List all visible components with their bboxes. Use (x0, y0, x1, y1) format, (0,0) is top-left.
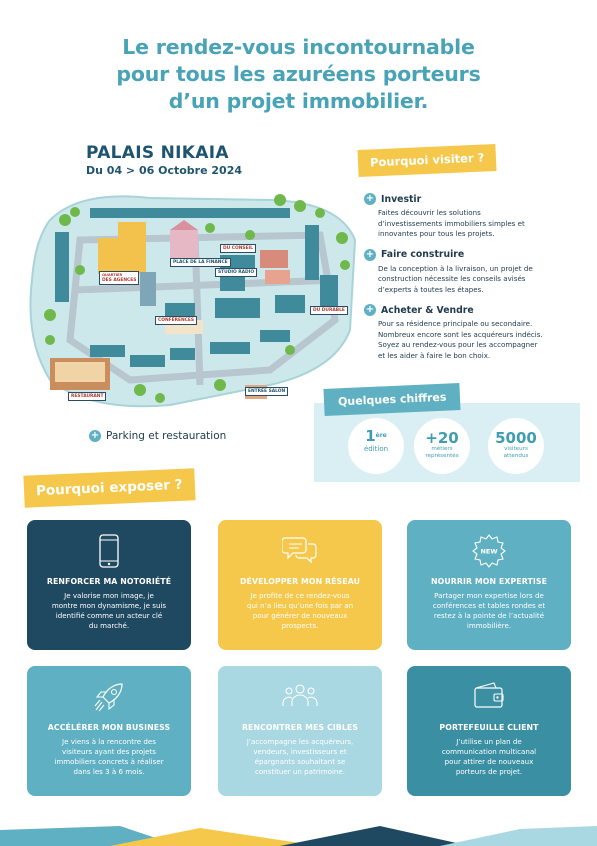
map-label-finances: PLACE DE LA FINANCE (170, 258, 231, 267)
headline-line-2: pour tous les azuréens porteurs (116, 62, 481, 86)
desc-line: pour générer de nouveaux (252, 611, 348, 620)
plus-icon: + (365, 248, 375, 260)
card-title: PORTEFEUILLE CLIENT (439, 723, 539, 732)
figure-metiers-label: métiers (431, 446, 453, 452)
desc-line: J’accompagne les acquéreurs, (246, 737, 354, 746)
desc-line: d’investissements immobiliers simples et (378, 218, 525, 228)
desc-line: construction nécessite les conseils avisés (378, 274, 526, 283)
visit-tag: Pourquoi visiter ? (357, 144, 496, 177)
expose-tag: Pourquoi exposer ? (23, 468, 195, 507)
headline (60, 34, 537, 115)
card-title: DÉVELOPPER MON RÉSEAU (239, 577, 361, 586)
people-group-icon (281, 680, 319, 710)
card-reseau (218, 520, 382, 650)
desc-line: Nombreux encore sont les acquéreurs indécis. (378, 329, 543, 339)
figure-visiteurs (488, 418, 544, 474)
headline-line-3: d’un projet immobilier. (168, 89, 429, 113)
parking-label: Parking et restauration (106, 430, 227, 442)
figure-metiers (414, 418, 470, 474)
desc-line: restez à la pointe de l’actualité (433, 611, 545, 620)
map-label-restaurant: RESTAURANT (68, 392, 106, 401)
visit-item-acheter-vendre (364, 304, 564, 361)
visit-item-investir (364, 193, 564, 240)
visit-item-construire (364, 249, 564, 296)
new-badge-icon (472, 534, 506, 568)
desc-line: Faites découvrir les solutions (378, 208, 481, 217)
desc-line: Partager mon expertise lors de (434, 591, 544, 600)
visit-item-title: Faire construire (381, 249, 465, 260)
card-portefeuille (407, 666, 571, 796)
parking-note (89, 430, 226, 442)
desc-line: immobilière. (466, 621, 512, 630)
card-desc (236, 737, 364, 777)
plus-icon: + (365, 193, 375, 204)
card-title: RENFORCER MA NOTORIÉTÉ (46, 577, 172, 586)
desc-line: conférences et tables rondes et (432, 601, 546, 610)
headline-line-1: Le rendez-vous incontournable (122, 35, 475, 59)
map-label-agences-text: DES AGENCES (102, 278, 137, 283)
map-label-agences (99, 271, 139, 285)
visit-item-desc (378, 208, 564, 240)
figure-edition-value: 1 (365, 427, 376, 445)
visit-item-title: Investir (381, 193, 422, 205)
plus-icon: + (90, 430, 100, 441)
visit-list (364, 193, 564, 370)
desc-line: Soyez au rendez-vous pour les accompagner (378, 340, 538, 349)
map-label-durable: DU DURABLE (310, 306, 348, 315)
map-label-quartier: QUARTIER (102, 273, 123, 277)
desc-line: immobiliers concrets à réaliser (54, 757, 164, 766)
desc-line: visiteurs ayant des projets (61, 747, 156, 756)
figures-tag: Quelques chiffres (323, 383, 460, 416)
desc-line: montre mon dynamisme, je suis (51, 601, 167, 610)
figure-visiteurs-label: attendus (503, 452, 529, 459)
new-badge-text: NEW (480, 547, 498, 556)
card-cibles (218, 666, 382, 796)
map-label-studios: STUDIO RADIO (215, 268, 257, 277)
desc-line: qui n’a lieu qu’une fois par an (246, 601, 354, 610)
desc-line: Pour sa résidence principale ou secondaire. (378, 319, 533, 328)
card-title: ACCÉLÉRER MON BUSINESS (47, 723, 171, 732)
footer-decoration (0, 826, 597, 846)
card-title: NOURRIR MON EXPERTISE (430, 577, 548, 586)
card-desc (425, 591, 553, 631)
desc-line: constituer un patrimoine. (254, 767, 346, 776)
rocket-icon (92, 680, 126, 714)
card-title: RENCONTRER MES CIBLES (241, 723, 359, 732)
card-desc (425, 737, 553, 777)
desc-line: du marché. (88, 621, 130, 630)
card-notoriete (27, 520, 191, 650)
figure-metiers-value: +20 (425, 429, 459, 447)
venue-map-illustration (20, 180, 365, 420)
map-title: PALAIS NIKAIA (86, 143, 229, 163)
figure-edition (348, 418, 404, 474)
card-desc (45, 591, 173, 631)
desc-line: prospects. (281, 621, 319, 630)
card-desc (236, 591, 364, 631)
visit-item-desc (378, 264, 564, 296)
card-expertise (407, 520, 571, 650)
desc-line: Je profite de ce rendez-vous (250, 591, 350, 600)
map-label-welcome: ENTRÉE SALON (245, 387, 288, 396)
visit-item-title: Acheter & Vendre (381, 304, 474, 316)
smartphone-icon (98, 534, 120, 568)
card-desc (45, 737, 173, 777)
desc-line: communication multicanal (441, 747, 537, 756)
visit-item-desc (378, 319, 564, 361)
figure-visiteurs-value: 5000 (495, 429, 537, 447)
figure-metiers-label: représentés (425, 452, 459, 459)
plus-icon: + (365, 304, 375, 315)
figure-edition-label: édition (363, 445, 389, 453)
map-label-conferences: CONFÉRENCES (155, 316, 197, 325)
desc-line: innovantes pour tous les projets. (378, 229, 495, 238)
desc-line: identifié comme un acteur clé (55, 611, 163, 620)
desc-line: Je viens à la rencontre des (62, 737, 156, 746)
map-label-conseil: DU CONSEIL (220, 244, 256, 253)
wallet-icon (472, 680, 506, 710)
chat-bubbles-icon (282, 534, 318, 564)
desc-line: J’utilise un plan de (456, 737, 522, 746)
figure-edition-sup: ère (375, 432, 387, 439)
desc-line: d’experts à toutes les étapes. (378, 284, 484, 294)
desc-line: et les aider à faire le bon choix. (378, 350, 491, 360)
desc-line: De la conception à la livraison, un projet de (378, 263, 533, 273)
desc-line: porteurs de projet. (455, 767, 523, 776)
desc-line: pour attirer de nouveaux (444, 757, 534, 766)
card-business (27, 666, 191, 796)
desc-line: Je valorise mon image, je (64, 591, 154, 600)
desc-line: vendeurs, investisseurs et (253, 747, 347, 756)
map-dates: Du 04 > 06 Octobre 2024 (86, 164, 243, 177)
figure-visiteurs-label: visiteurs (504, 446, 528, 452)
desc-line: dans les 3 à 6 mois. (73, 767, 145, 776)
desc-line: épargnants souhaitant se (254, 757, 346, 766)
